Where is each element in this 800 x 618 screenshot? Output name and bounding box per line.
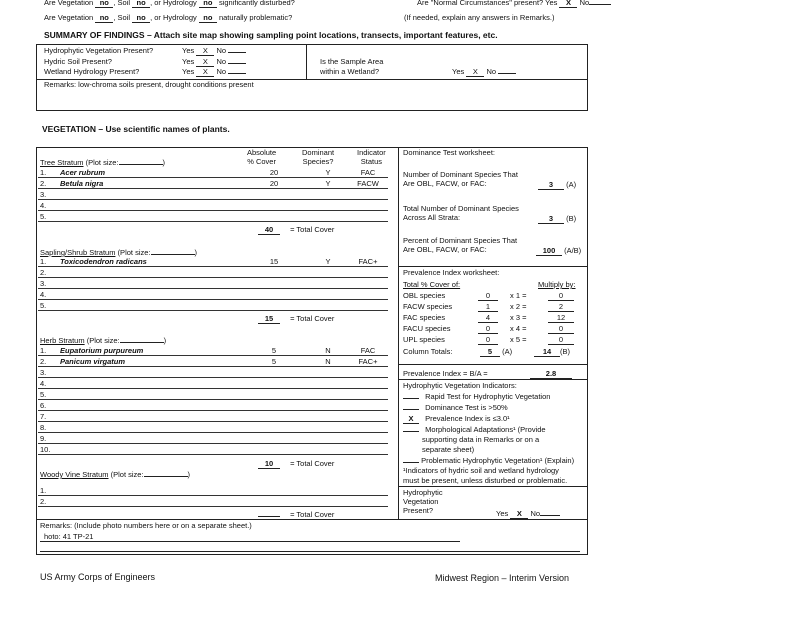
prevalence-result[interactable]: 0 [548, 291, 574, 301]
row-number: 3. [40, 279, 47, 288]
row-number: 3. [40, 190, 47, 199]
row-line [38, 355, 388, 356]
prevalence-multiplier: x 2 = [510, 302, 527, 311]
dominance-a-value[interactable]: 3 (A) [538, 180, 576, 190]
q1-answer[interactable]: Yes X No [182, 46, 246, 56]
row-line [38, 443, 388, 444]
prevalence-result[interactable]: 12 [548, 313, 574, 323]
row-number: 5. [40, 212, 47, 221]
species-name[interactable]: Eupatorium purpureum [60, 346, 144, 355]
remarks-line-2 [40, 551, 580, 552]
row-line [38, 410, 388, 411]
cover-value[interactable]: 15 [269, 257, 279, 266]
prevalence-multiplier: x 4 = [510, 324, 527, 333]
row-line [38, 432, 388, 433]
species-name[interactable]: Toxicodendron radicans [60, 257, 147, 266]
row-number: 7. [40, 412, 47, 421]
row-number: 5. [40, 301, 47, 310]
row-line [38, 210, 388, 211]
woody-stratum-label: Woody Vine Stratum (Plot size: ) [40, 470, 191, 479]
indicators-divider [398, 486, 588, 487]
prevalence-label: FACU species [403, 324, 451, 333]
prevalence-result[interactable]: 0 [548, 324, 574, 334]
indicator-status[interactable]: FAC+ [358, 357, 378, 366]
woody-total: = Total Cover [258, 510, 334, 519]
footer-right: Midwest Region – Interim Version [435, 573, 570, 583]
row-number: 1. [40, 346, 47, 355]
sapling-total: 15 = Total Cover [258, 314, 334, 324]
q3-answer[interactable]: Yes X No [182, 67, 246, 77]
vegetation-divider [398, 147, 399, 519]
q-hydrophytic: Hydrophytic Vegetation Present? [44, 46, 154, 55]
dominance-divider [398, 266, 588, 267]
prevalence-result[interactable]: 0 [548, 335, 574, 345]
species-row[interactable] [36, 497, 394, 507]
prevalence-label: FACW species [403, 302, 453, 311]
species-row[interactable] [36, 368, 394, 378]
q2-answer[interactable]: Yes X No [182, 57, 246, 67]
species-row[interactable] [36, 445, 394, 455]
normal-circumstances-no[interactable] [589, 4, 611, 5]
indicator-morphological[interactable]: Morphological Adaptations¹ (Provide [403, 425, 546, 434]
cover-value[interactable]: 5 [271, 346, 277, 355]
row-number: 2. [40, 357, 47, 366]
indicators-title: Hydrophytic Vegetation Indicators: [403, 381, 517, 390]
header-line-1: Are Vegetation no , Soil no , or Hydrology no significantly disturbed? [44, 0, 295, 7]
species-name[interactable]: Acer rubrum [60, 168, 106, 177]
species-row[interactable] [36, 357, 394, 367]
row-line [38, 188, 388, 189]
row-line [38, 377, 388, 378]
prevalence-value[interactable]: 0 [478, 335, 498, 345]
indicator-problematic[interactable]: Problematic Hydrophytic Vegetation¹ (Explain) [403, 456, 574, 465]
summary-divider [306, 44, 307, 79]
row-line [38, 388, 388, 389]
vegetation-title: VEGETATION – Use scientific names of plants. [42, 124, 230, 134]
species-row[interactable] [36, 168, 394, 178]
footer-left: US Army Corps of Engineers [40, 572, 156, 582]
tree-total: 40 = Total Cover [258, 225, 334, 235]
prevalence-value[interactable]: 1 [478, 302, 498, 312]
hydrophytic-veg-label: Hydrophytic Vegetation Present? [403, 488, 443, 515]
dominance-c-label: Percent of Dominant Species That Are OBL, FACW, or FAC: [403, 236, 518, 254]
row-line [38, 299, 388, 300]
q-wetland-hydrology: Wetland Hydrology Present? [44, 67, 140, 76]
row-number: 2. [40, 268, 47, 277]
soil-disturbed-answer[interactable]: no [132, 0, 150, 8]
tree-stratum-label: Tree Stratum (Plot size: ) [40, 158, 166, 167]
prevalence-value[interactable]: 4 [478, 313, 498, 323]
indicator-rapid[interactable]: Rapid Test for Hydrophytic Vegetation [403, 392, 550, 401]
species-row[interactable] [36, 268, 394, 278]
row-number: 4. [40, 290, 47, 299]
row-number: 4. [40, 379, 47, 388]
dominant-value[interactable]: N [325, 357, 331, 366]
remarks-line-1 [40, 541, 460, 542]
indicator-prevalence[interactable]: X Prevalence Index is ≤3.0¹ [403, 414, 510, 424]
index-divider [398, 379, 588, 380]
vegetation-remarks-label: Remarks: (Include photo numbers here or on a separate sheet.) [40, 521, 252, 530]
row-line [38, 266, 388, 267]
prevalence-value[interactable]: 0 [478, 291, 498, 301]
indicator-status[interactable]: FAC [360, 346, 376, 355]
cover-value[interactable]: 5 [271, 357, 277, 366]
row-line [38, 366, 388, 367]
row-line [38, 277, 388, 278]
row-line [38, 199, 388, 200]
row-line [38, 221, 388, 222]
prevalence-result[interactable]: 2 [548, 302, 574, 312]
species-row[interactable] [36, 434, 394, 444]
prevalence-index-label: Prevalence Index = B/A = [403, 369, 488, 378]
row-number: 5. [40, 390, 47, 399]
summary-remarks: Remarks: low-chroma soils present, drought conditions present [44, 80, 254, 89]
indicator-morph-3: separate sheet) [422, 445, 475, 454]
species-row[interactable] [36, 401, 394, 411]
row-number: 2. [40, 179, 47, 188]
cover-value[interactable]: 20 [269, 168, 279, 177]
dominance-c-value[interactable]: 100 (A/B) [536, 246, 581, 256]
hyd-problematic-answer[interactable]: no [199, 13, 217, 23]
species-row[interactable] [36, 190, 394, 200]
dominant-value[interactable]: N [325, 346, 331, 355]
row-number: 9. [40, 434, 47, 443]
veg-problematic-answer[interactable]: no [95, 13, 113, 23]
hydrophytic-veg-answer[interactable]: Yes X No [496, 509, 560, 519]
row-number: 8. [40, 423, 47, 432]
within-wetland-q2: within a Wetland? [320, 67, 380, 76]
indicator-status[interactable]: FAC [360, 168, 376, 177]
indicator-footnote-2: must be present, unless disturbed or problematic. [403, 476, 568, 485]
veg-disturbed-answer[interactable]: no [95, 0, 113, 8]
species-row[interactable] [36, 257, 394, 267]
prevalence-divider [398, 364, 588, 365]
prevalence-label: OBL species [403, 291, 446, 300]
prevalence-value[interactable]: 0 [478, 324, 498, 334]
dominance-a-label: Number of Dominant Species That Are OBL, FACW, or FAC: [403, 170, 518, 188]
indicator-footnote-1: ¹Indicators of hydric soil and wetland hydrology [403, 466, 559, 475]
row-number: 1. [40, 257, 47, 266]
herb-stratum-label: Herb Stratum (Plot size: ) [40, 336, 167, 345]
prevalence-multiplier: x 1 = [510, 291, 527, 300]
species-row[interactable] [36, 179, 394, 189]
indicator-status[interactable]: FACW [357, 179, 379, 188]
dominance-title: Dominance Test worksheet: [403, 148, 495, 157]
species-row[interactable] [36, 486, 394, 496]
explain-note: (If needed, explain any answers in Remarks.) [404, 13, 555, 22]
column-totals-a[interactable]: 5 (A) [480, 347, 512, 357]
normal-circumstances-yes[interactable]: X [559, 0, 577, 8]
species-row[interactable] [36, 290, 394, 300]
vegetation-remarks-text[interactable]: hoto: 41 TP-21 [44, 532, 94, 541]
row-number: 3. [40, 368, 47, 377]
cover-value[interactable]: 20 [269, 179, 279, 188]
dominant-value[interactable]: Y [325, 257, 331, 266]
q-hydric-soil: Hydric Soil Present? [44, 57, 112, 66]
row-line [38, 506, 388, 507]
header-line-2: Are Vegetation no , Soil no , or Hydrology no naturally problematic? [44, 13, 293, 22]
row-number: 1. [40, 486, 47, 495]
species-row[interactable] [36, 301, 394, 311]
col-absolute: Absolute % Cover [247, 148, 277, 166]
row-number: 4. [40, 201, 47, 210]
indicator-morph-2: supporting data in Remarks or on a [422, 435, 540, 444]
column-totals-label: Column Totals: [403, 347, 453, 356]
species-row[interactable] [36, 201, 394, 211]
prevalence-multiplier: x 3 = [510, 313, 527, 322]
within-wetland-answer[interactable]: Yes X No [452, 67, 516, 77]
row-line [38, 495, 388, 496]
row-number: 6. [40, 401, 47, 410]
within-wetland-q1: Is the Sample Area [320, 57, 384, 66]
species-row[interactable] [36, 346, 394, 356]
hyd-disturbed-answer[interactable]: no [199, 0, 217, 8]
prevalence-multiplier: x 5 = [510, 335, 527, 344]
indicator-dominance[interactable]: Dominance Test is >50% [403, 403, 508, 412]
species-name[interactable]: Betula nigra [60, 179, 104, 188]
column-totals-b[interactable]: 14 (B) [534, 347, 570, 357]
normal-circumstances: Are "Normal Circumstances" present? Yes X No [417, 0, 611, 8]
species-row[interactable] [36, 279, 394, 289]
col-indicator: Indicator Status [357, 148, 386, 166]
row-number: 1. [40, 168, 47, 177]
species-row[interactable] [36, 379, 394, 389]
species-name[interactable]: Panicum virgatum [60, 357, 126, 366]
species-row[interactable] [36, 423, 394, 433]
prevalence-label: FAC species [403, 313, 446, 322]
prevalence-label: UPL species [403, 335, 445, 344]
row-line [38, 310, 388, 311]
row-line [38, 454, 388, 455]
prevalence-h2: Multiply by: [538, 280, 576, 289]
row-number: 10. [40, 445, 51, 454]
dominance-b-value[interactable]: 3 (B) [538, 214, 576, 224]
prevalence-index-value[interactable]: 2.8 [530, 369, 572, 379]
row-line [38, 399, 388, 400]
prevalence-title: Prevalence Index worksheet: [403, 268, 500, 277]
remarks-divider [36, 519, 588, 520]
col-dominant: Dominant Species? [302, 148, 335, 166]
indicator-status[interactable]: FAC+ [358, 257, 378, 266]
prevalence-h1: Total % Cover of: [403, 280, 461, 289]
soil-problematic-answer[interactable]: no [132, 13, 150, 23]
dominance-b-label: Total Number of Dominant Species Across All Strata: [403, 204, 519, 222]
species-row[interactable] [36, 212, 394, 222]
sapling-stratum-label: Sapling/Shrub Stratum (Plot size: ) [40, 248, 197, 257]
row-number: 2. [40, 497, 47, 506]
row-line [38, 421, 388, 422]
dominant-value[interactable]: Y [325, 179, 331, 188]
row-line [38, 177, 388, 178]
species-row[interactable] [36, 412, 394, 422]
summary-title: SUMMARY OF FINDINGS – Attach site map showing sampling point locations, transects, important features, etc. [44, 30, 498, 40]
row-line [38, 288, 388, 289]
species-row[interactable] [36, 390, 394, 400]
dominant-value[interactable]: Y [325, 168, 331, 177]
herb-total: 10 = Total Cover [258, 459, 334, 469]
